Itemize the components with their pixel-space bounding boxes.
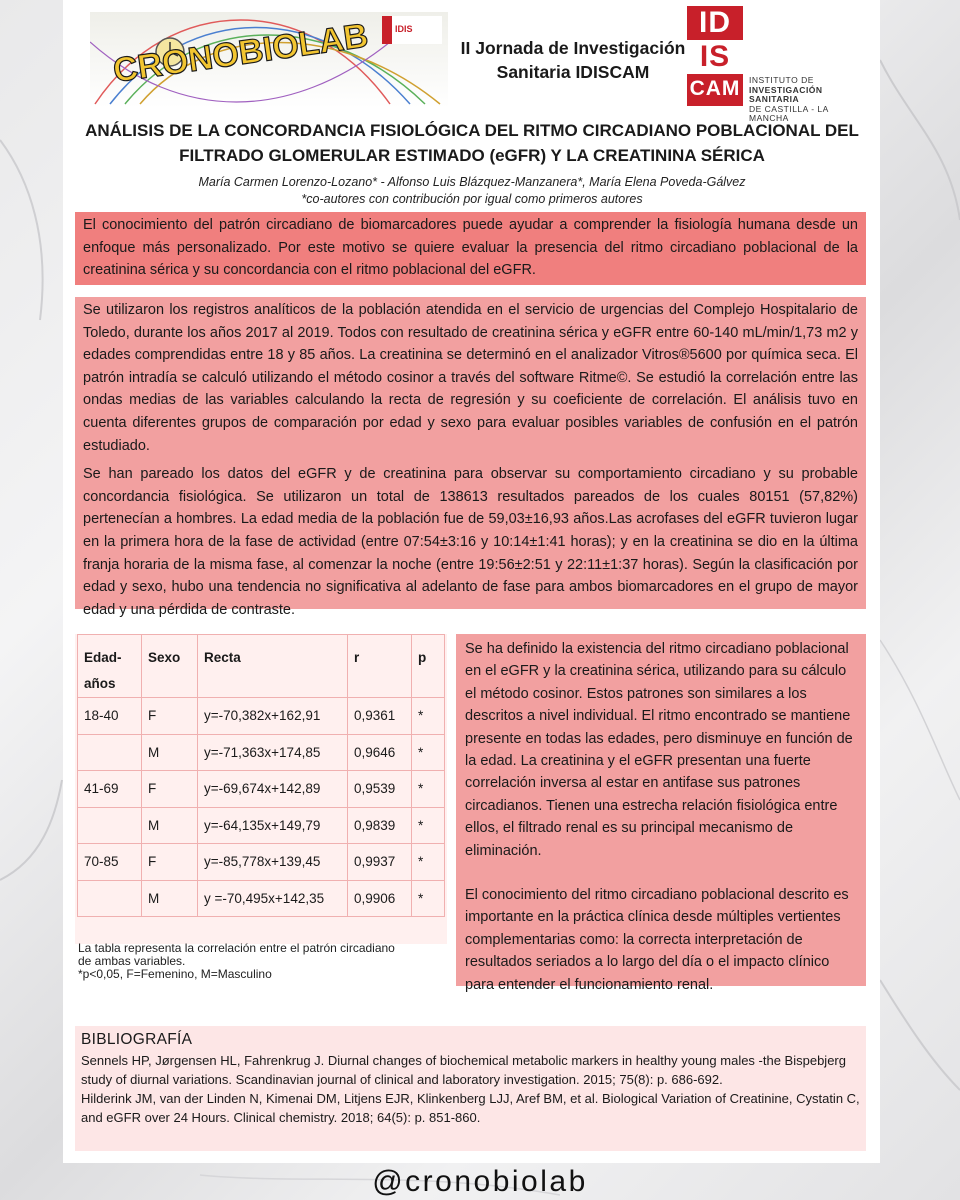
cell-r: 0,9361 — [348, 698, 412, 735]
idiscam-institute-line4: DE CASTILLA - LA MANCHA — [749, 103, 829, 123]
cell-r: 0,9539 — [348, 771, 412, 808]
poster-title-line2: FILTRADO GLOMERULAR ESTIMADO (eGFR) Y LA CREATININA SÉRICA — [179, 146, 765, 165]
col-header-age — [78, 635, 142, 698]
bibliography-section — [75, 1026, 866, 1151]
cell-line: y=-71,363x+174,85 — [198, 734, 348, 771]
cell-sex: M — [142, 880, 198, 917]
col-header-age-line2: años — [84, 676, 116, 691]
correlation-table — [77, 634, 445, 917]
idiscam-institute-line1: INSTITUTO DE — [749, 75, 814, 85]
cell-p: * — [412, 771, 445, 808]
idiscam-institute-line3: SANITARIA — [749, 94, 800, 104]
cell-line: y=-70,382x+162,91 — [198, 698, 348, 735]
cell-line: y=-85,778x+139,45 — [198, 844, 348, 881]
authors-block — [77, 174, 867, 208]
idiscam-logo-id: ID — [699, 6, 731, 39]
introduction-section — [75, 212, 866, 285]
cell-r: 0,9937 — [348, 844, 412, 881]
cell-sex: M — [142, 734, 198, 771]
cell-r: 0,9839 — [348, 807, 412, 844]
correlation-table-panel — [75, 634, 447, 944]
cronobiolab-logo-text: CRONOBIOLAB — [110, 16, 371, 90]
cell-line: y=-69,674x+142,89 — [198, 771, 348, 808]
cell-line: y =-70,495x+142,35 — [198, 880, 348, 917]
cell-sex: M — [142, 807, 198, 844]
idiscam-logo-cam: CAM — [689, 77, 741, 100]
social-handle: @cronobiolab — [372, 1165, 588, 1198]
table-row — [78, 880, 445, 917]
cell-r: 0,9906 — [348, 880, 412, 917]
bibliography-ref-1: Sennels HP, Jørgensen HL, Fahrenkrug J. Diurnal changes of biochemical metabolic markers in healthy young males -the Bispebjerg study of diurnal variations. Scandinavian journal of clinical and laboratory investigation. 2015; 75(8): p. 686-692. — [81, 1053, 846, 1087]
idiscam-institute-name — [749, 76, 851, 124]
coauthors-note: *co-autores con contribución por igual como primeros autores — [301, 192, 643, 206]
cell-p: * — [412, 807, 445, 844]
table-caption-line2: de ambas variables. — [78, 954, 186, 968]
conference-name — [443, 36, 703, 84]
col-header-sex: Sexo — [142, 635, 198, 698]
table-caption-line3: *p<0,05, F=Femenino, M=Masculino — [78, 967, 272, 981]
table-caption — [78, 942, 448, 981]
cronobiolab-logo — [90, 12, 448, 108]
cell-p: * — [412, 734, 445, 771]
poster-title-line1: ANÁLISIS DE LA CONCORDANCIA FISIOLÓGICA DEL RITMO CIRCADIANO POBLACIONAL DEL — [85, 121, 859, 140]
col-header-age-line1: Edad- — [84, 650, 122, 665]
bibliography-ref-2: Hilderink JM, van der Linden N, Kimenai DM, Litjens EJR, Klinkenberg LJJ, Aref BM, et al. Biological Variation of Creatinine, Cystatin C, and eGFR over 24 Hours. Clinical chemistry. 2018; 64(5): p. 851-860. — [81, 1091, 860, 1125]
cell-sex: F — [142, 698, 198, 735]
poster-title — [77, 118, 867, 168]
table-row — [78, 734, 445, 771]
idiscam-logo — [687, 6, 851, 123]
cell-p: * — [412, 698, 445, 735]
cell-age: 70-85 — [78, 844, 142, 881]
cell-age — [78, 880, 142, 917]
methods-text: Se utilizaron los registros analíticos de la población atendida en el servicio de urgencias del Complejo Hospitalario de Toledo, durante los años 2017 al 2019. Todos con resultado de creatinina sérica y eGFR entre 60-140 mL/min/1,73 m2 y edades comprendidas entre 18 y 85 años. La creatinina se determinó en el analizador Vitros®5600 por química seca. El patrón intradía se calculó utilizando el método cosinor a través del software Ritme©. Se estudió la correlación entre las ondas medias de las variables calculando la recta de regresión y su coeficiente de correlación. El análisis tuvo en cuenta diferentes grupos de comparación por edad y sexo para evaluar posibles variables de confusión en el patrón estudiado. — [83, 302, 858, 454]
table-row — [78, 807, 445, 844]
bibliography-heading: BIBLIOGRAFÍA — [81, 1031, 193, 1048]
introduction-text: El conocimiento del patrón circadiano de biomarcadores puede ayudar a comprender la fisiología humana desde un enfoque más personalizado. Por este motivo se quiere evaluar la presencia del ritmo circadiano poblacional de la creatinina sérica y su concordancia con el ritmo poblacional del eGFR. — [83, 217, 858, 279]
cell-age: 41-69 — [78, 771, 142, 808]
table-caption-line1: La tabla representa la correlación entre el patrón circadiano — [78, 941, 395, 955]
table-row — [78, 844, 445, 881]
conference-name-line1: II Jornada de Investigación — [460, 38, 686, 58]
col-header-line: Recta — [198, 635, 348, 698]
poster — [63, 0, 880, 1163]
authors: María Carmen Lorenzo-Lozano* - Alfonso Luis Blázquez-Manzanera*, María Elena Poveda-Gálvez — [198, 175, 746, 189]
idiscam-logo-is: IS — [687, 40, 743, 74]
table-header-row — [78, 635, 445, 698]
cell-r: 0,9646 — [348, 734, 412, 771]
conference-name-line2: Sanitaria IDISCAM — [496, 62, 650, 82]
cell-line: y=-64,135x+149,79 — [198, 807, 348, 844]
col-header-p: p — [412, 635, 445, 698]
table-row — [78, 771, 445, 808]
cronobiolab-logo-graphic — [90, 12, 448, 108]
methods-results-section — [75, 297, 866, 618]
cell-age: 18-40 — [78, 698, 142, 735]
idiscam-logo-mark — [687, 6, 743, 106]
cell-age — [78, 734, 142, 771]
results-text: Se han pareado los datos del eGFR y de creatinina para observar su comportamiento circadiano y su probable concordancia fisiológica. Se utilizaron un total de 138613 resultados pareados de los cuales 80151 (57,82%) pertenecían a hombres. La edad media de la población fue de 59,03±16,93 años.Las acrofases del eGFR tuvieron lugar en la primera hora de la fase de actividad (entre 07:54±3:16 y 10:14±1:41 horas); y en la creatinina se dio en la última franja horaria de la misma fase, al comenzar la noche (entre 19:56±2:51 y 22:11±1:37 horas). Según la clasificación por edad y sexo, hubo una tendencia no significativa al adelanto de fase para ambos biomarcadores en el grupo de mayor edad y una pérdida de contraste. — [83, 466, 858, 618]
cell-age — [78, 807, 142, 844]
conclusion-paragraph-2: El conocimiento del ritmo circadiano poblacional descrito es importante en la práctica clínica desde múltiples vertientes complementarias como: la correcta interpretación de resultados seriados a lo largo del día o el impacto clínico para entender el funcionamiento renal. — [465, 887, 849, 993]
col-header-r: r — [348, 635, 412, 698]
cell-sex: F — [142, 771, 198, 808]
cell-p: * — [412, 880, 445, 917]
cell-sex: F — [142, 844, 198, 881]
conclusion-paragraph-1: Se ha definido la existencia del ritmo circadiano poblacional en el eGFR y la creatinina sérica, utilizando para su cálculo el método cosinor. Estos patrones son similares a los descritos a nivel individual. El ritmo encontrado se mantiene presente en todas las edades, pero disminuye en función de la edad. La creatinina y el eGFR presentan una fuerte correlación inversa al estar en antifase sus patrones circadianos. Tienen una estrecha relación fisiológica entre ellos, el filtrado renal es su principal mecanismo de eliminación. — [465, 641, 853, 859]
table-row — [78, 698, 445, 735]
cronobiolab-idis-mini: IDIS — [395, 24, 413, 34]
cell-p: * — [412, 844, 445, 881]
conclusions-section — [456, 634, 866, 993]
idiscam-institute-line2: INVESTIGACIÓN — [749, 84, 823, 95]
